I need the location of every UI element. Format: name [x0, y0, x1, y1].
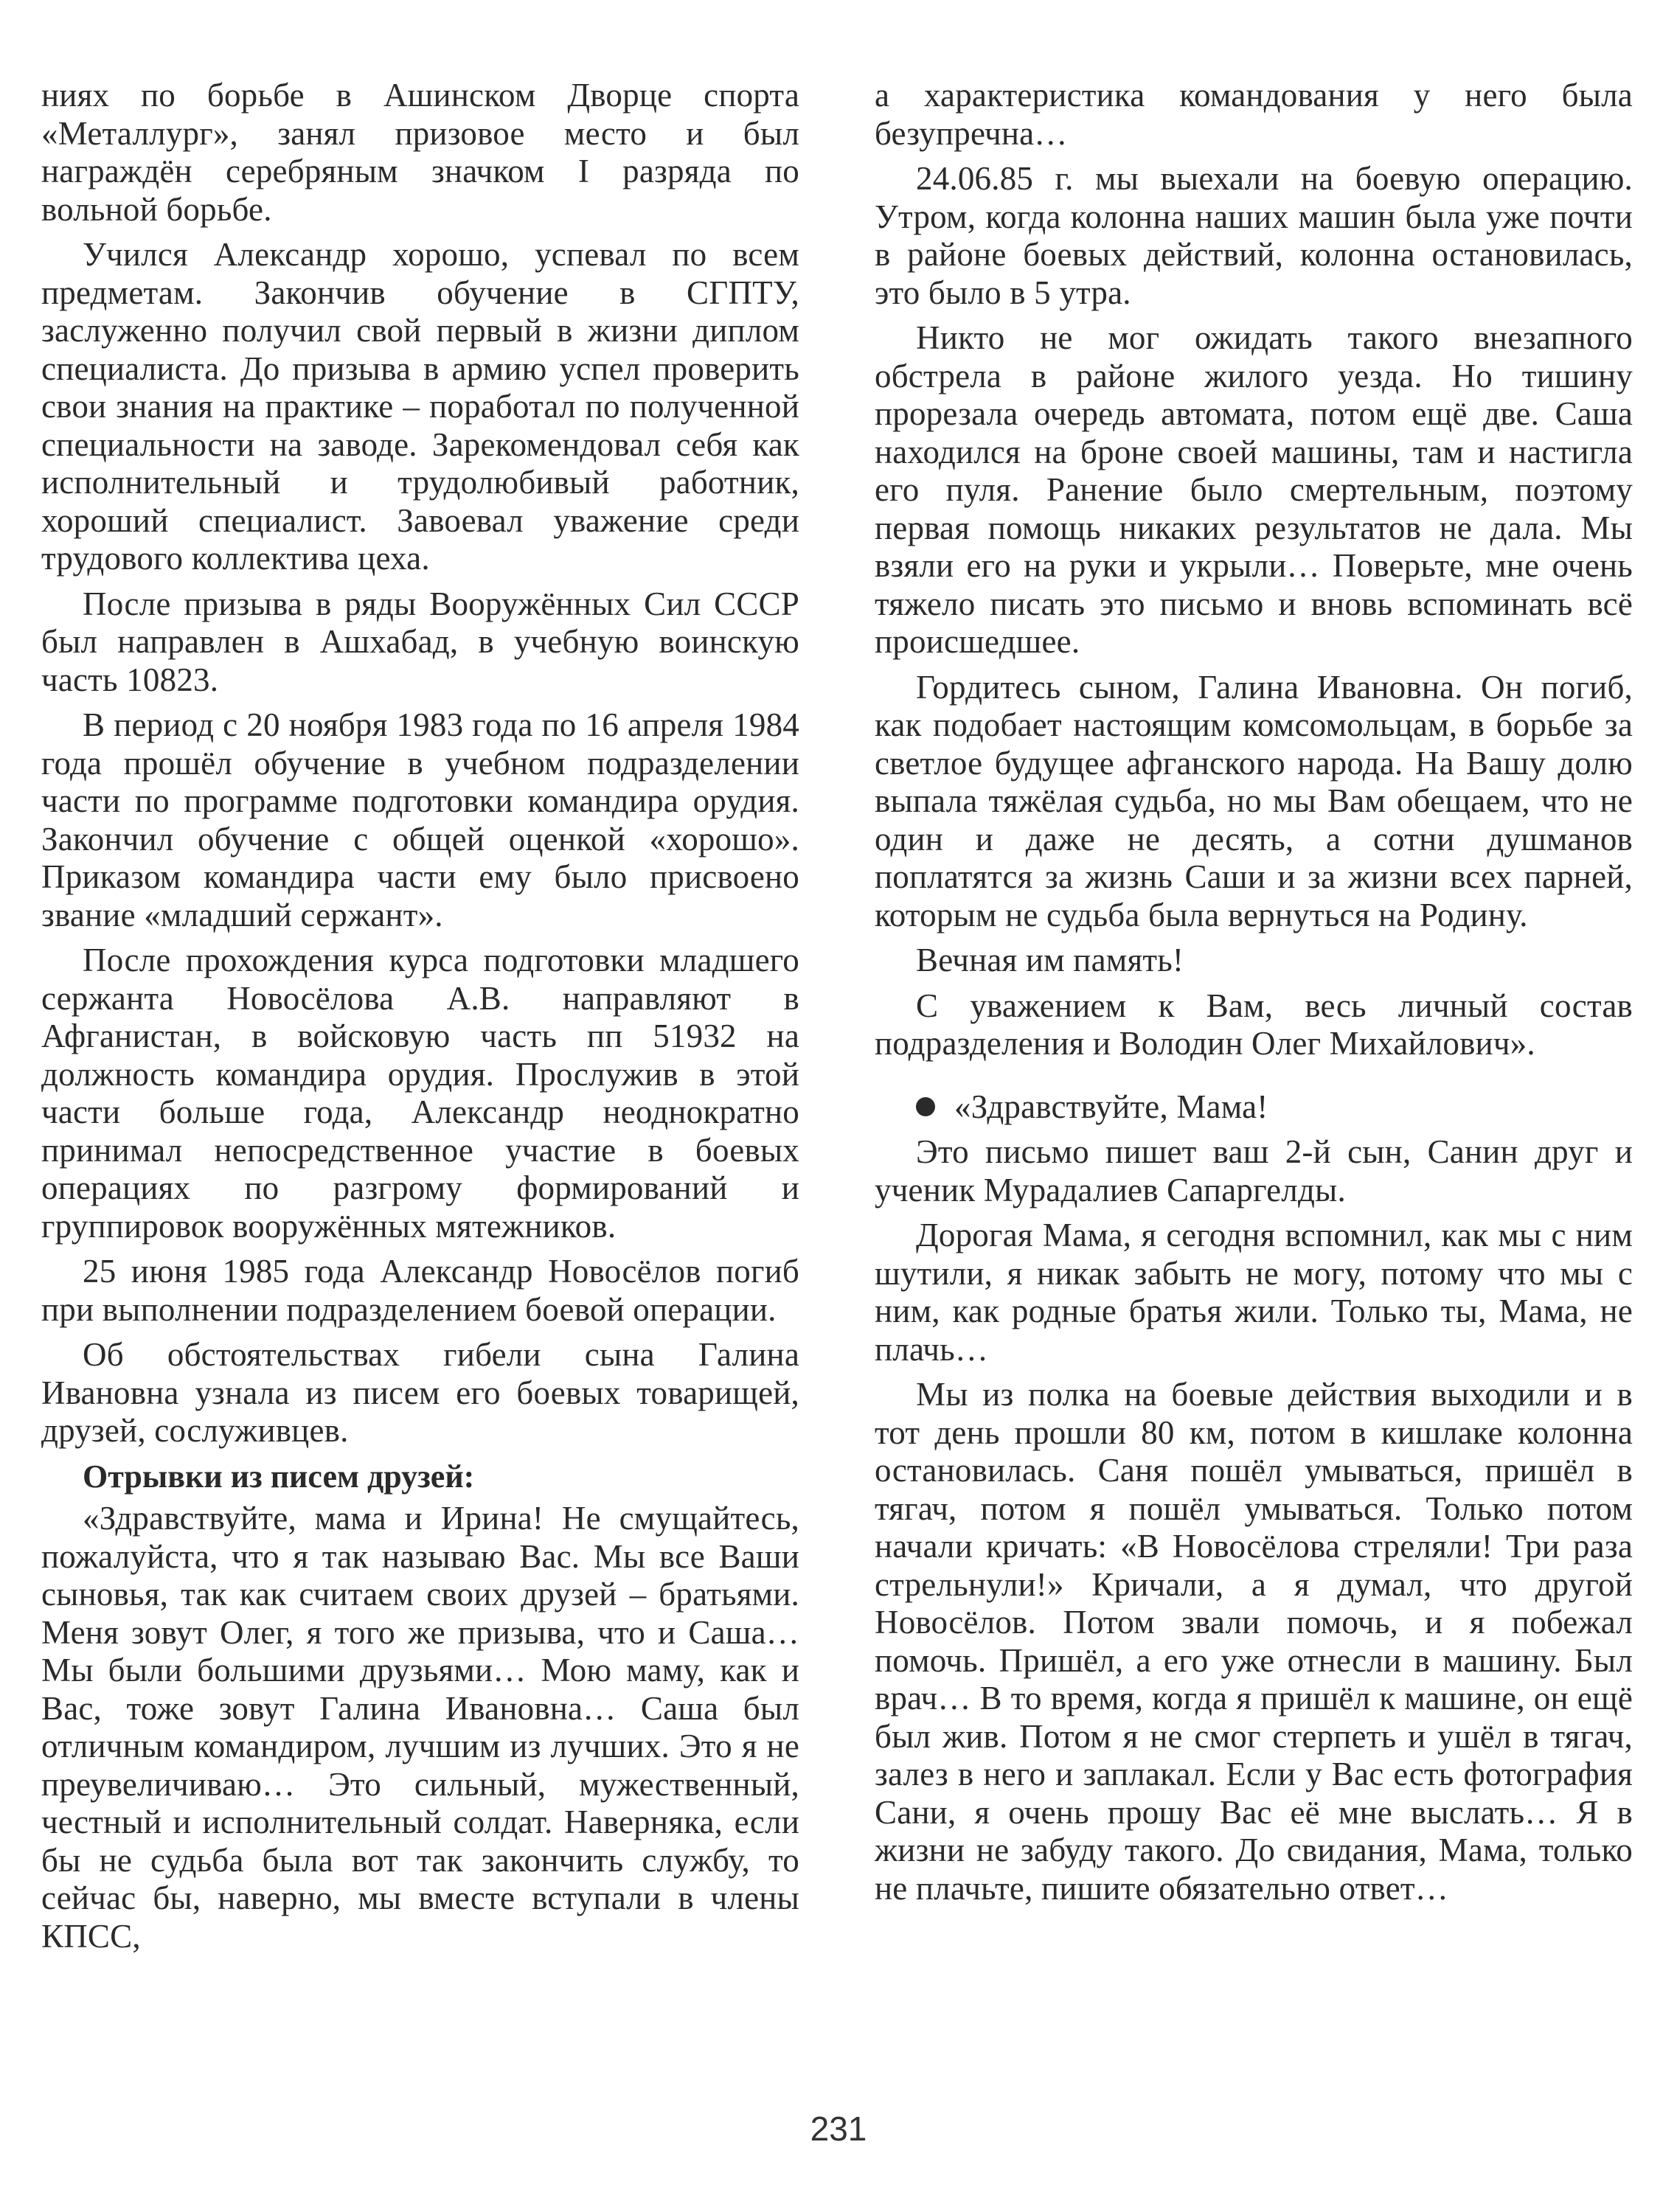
- paragraph-sport-award: ниях по борьбе в Ашинском Дворце спорта «Металлург», занял призовое место и был награждён серебряным значком I разряда по вольной борьбе.: [41, 77, 799, 228]
- page-number: 231: [810, 2110, 867, 2148]
- paragraph-letter-greeting: [875, 1088, 1633, 1127]
- paragraph-letter-oleg-continued: а характеристика командования у него была безупречна…: [875, 77, 1633, 152]
- paragraph-eternal-memory: Вечная им память!: [916, 942, 1184, 978]
- paragraph-second-son: Это письмо пишет ваш 2-й сын, Санин друг и ученик Мурадалиев Сапаргелды.: [875, 1133, 1633, 1208]
- paragraph-death: 25 июня 1985 года Александр Новосёлов погиб при выполнении подразделением боевой операции.: [41, 1253, 799, 1328]
- paragraph-education: Учился Александр хорошо, успевал по всем предметам. Закончив обучение в СГПТУ, заслуженно получил свой первый в жизни диплом специалиста. До призыва в армию успел проверить свои знания на практике – поработал по полученной специальности на заводе. Зарекомендовал себя как исполнительный и трудолюбивый работник, хороший специалист. Завоевал уважение среди трудового коллектива цеха.: [41, 236, 799, 577]
- letters-heading: Отрывки из писем друзей:: [83, 1458, 475, 1495]
- paragraph-letter-oleg: «Здравствуйте, мама и Ирина! Не смущайтесь, пожалуйста, что я так называю Вас. Мы все Ваши сыновья, так как считаем своих друзей – братьями. Меня зовут Олег, я того же призыва, что и Саша… Мы были большими друзьями… Мою маму, как и Вас, тоже зовут Галина Ивановна… Саша был отличным командиром, лучшим из лучших. Это я не преувеличиваю… Это сильный, мужественный, честный и исполнительный солдат. Наверняка, если бы не судьба была вот так закончить службу, то сейчас бы, наверно, мы вместе вступали в члены КПСС,: [41, 1500, 799, 1955]
- letter-greeting-text: «Здравствуйте, Мама!: [954, 1088, 1268, 1125]
- paragraph-be-proud: Гордитесь сыном, Галина Ивановна. Он погиб, как подобает настоящим комсомольцам, в борьбе за светлое будущее афганского народа. На Вашу долю выпала тяжёлая судьба, но мы Вам обещаем, что не один и даже не десять, а сотни душманов поплатятся за жизнь Саши и за жизни всех парней, которым не судьба была вернуться на Родину.: [875, 668, 1633, 933]
- paragraph-shooting: Никто не мог ожидать такого внезапного обстрела в районе жилого уезда. Но тишину прорезала очередь автомата, потом ещё две. Саша находился на броне своей машины, там и настигла его пуля. Ранение было смертельным, поэтому первая помощь никаких результатов не дала. Мы взяли его на руки и укрыли… Поверьте, мне очень тяжело писать это письмо и вновь вспоминать всё происшедшее.: [875, 319, 1633, 660]
- paragraph-training: В период с 20 ноября 1983 года по 16 апреля 1984 года прошёл обучение в учебном подразделении части по программе подготовки командира орудия. Закончил обучение с общей оценкой «хорошо». Приказом командира части ему было присвоено звание «младший сержант».: [41, 706, 799, 933]
- right-column: [875, 77, 1633, 1907]
- paragraph-conscription: После призыва в ряды Вооружённых Сил СССР был направлен в Ашхабад, в учебную воинскую часть 10823.: [41, 585, 799, 698]
- paragraph-the-day: Мы из полка на боевые действия выходили и в тот день прошли 80 км, потом в кишлаке колонна остановилась. Саня пошёл умываться, пришёл в тягач, потом я пошёл умываться. Только потом начали кричать: «В Новосёлова стреляли! Три раза стрельнули!» Кричали, а я думал, что другой Новосёлов. Потом звали помочь, и я побежал помочь. Пришёл, а его уже отнесли в машину. Был врач… В то время, когда я пришёл к машине, он ещё был жив. Потом я не смог стерпеть и ушёл в тягач, залез в него и заплакал. Если у Вас есть фотография Сани, я очень прошу Вас её мне выслать… Я в жизни не забуду такого. До свидания, Мама, только не плачьте, пишите обязательно ответ…: [875, 1376, 1633, 1907]
- paragraph-signature: С уважением к Вам, весь личный состав подразделения и Володин Олег Михайлович».: [875, 987, 1633, 1062]
- paragraph-operation-date: 24.06.85 г. мы выехали на боевую операцию. Утром, когда колонна наших машин была уже почти в районе боевых действий, колонна остановилась, это было в 5 утра.: [875, 160, 1633, 311]
- paragraph-circumstances: Об обстоятельствах гибели сына Галина Ивановна узнала из писем его боевых товарищей, друзей, сослуживцев.: [41, 1336, 799, 1449]
- bullet-icon: [916, 1097, 935, 1116]
- paragraph-afghanistan: После прохождения курса подготовки младшего сержанта Новосёлова А.В. направляют в Афганистан, в войсковую часть пп 51932 на должность командира орудия. Прослужив в этой части больше года, Александр неоднократно принимал непосредственное участие в боевых операциях по разгрому формирований и группировок вооружённых мятежников.: [41, 942, 799, 1245]
- paragraph-dear-mama: Дорогая Мама, я сегодня вспомнил, как мы с ним шутили, я никак забыть не могу, потому что мы с ним, как родные братья жили. Только ты, Мама, не плачь…: [875, 1217, 1633, 1368]
- left-column: [41, 77, 799, 1955]
